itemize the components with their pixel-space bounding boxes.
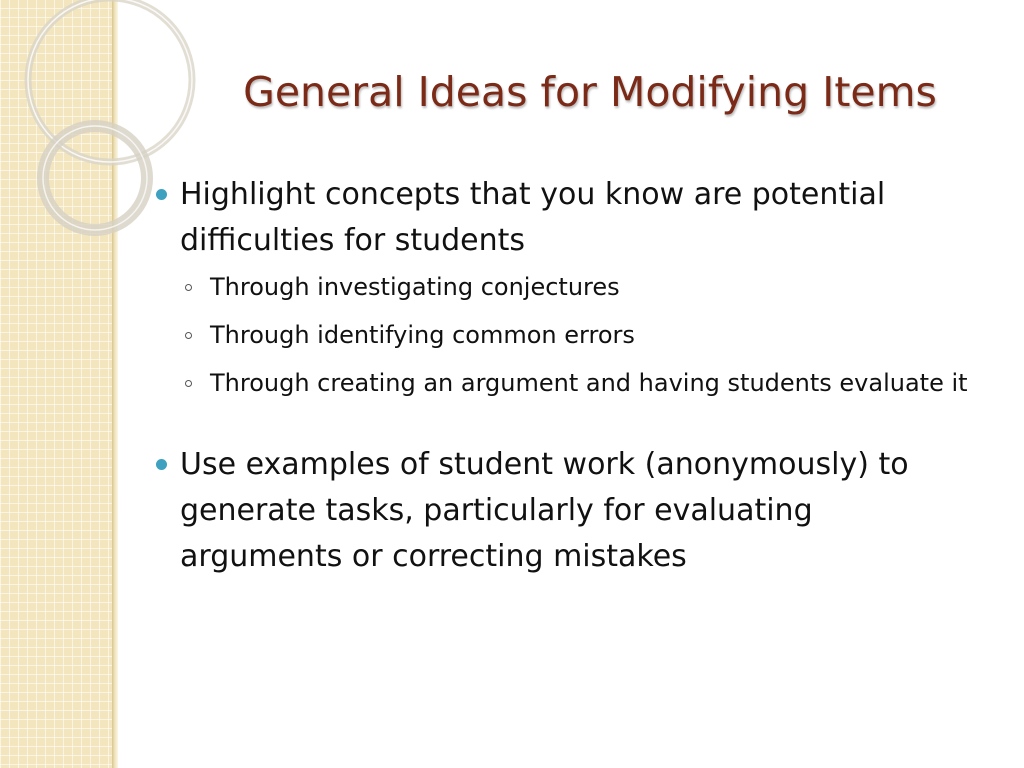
bullet-dot-icon [156, 459, 167, 470]
bullet-text: Highlight concepts that you know are potential difficulties for students [180, 177, 886, 258]
sub-bullet-item [180, 318, 980, 352]
bullet-item [150, 172, 980, 400]
sub-bullet-text: Through identifying common errors [210, 321, 635, 349]
bullet-text: Use examples of student work (anonymously) to generate tasks, particularly for evaluating arguments or correcting mistakes [180, 447, 909, 574]
bullet-item [150, 442, 980, 580]
sub-bullet-ring-icon [185, 332, 192, 339]
sub-bullet-item [180, 366, 980, 400]
sub-bullet-list [180, 270, 980, 400]
slide-body [150, 172, 980, 580]
small-ring-inner-line [43, 126, 147, 230]
sub-bullet-ring-icon [185, 284, 192, 291]
sub-bullet-item [180, 270, 980, 304]
sub-bullet-text: Through investigating conjectures [210, 273, 620, 301]
bullet-list [150, 172, 980, 580]
sub-bullet-ring-icon [185, 380, 192, 387]
bullet-dot-icon [156, 189, 167, 200]
slide-title: General Ideas for Modifying Items [243, 68, 937, 116]
sub-bullet-text: Through creating an argument and having students evaluate it [210, 369, 968, 397]
